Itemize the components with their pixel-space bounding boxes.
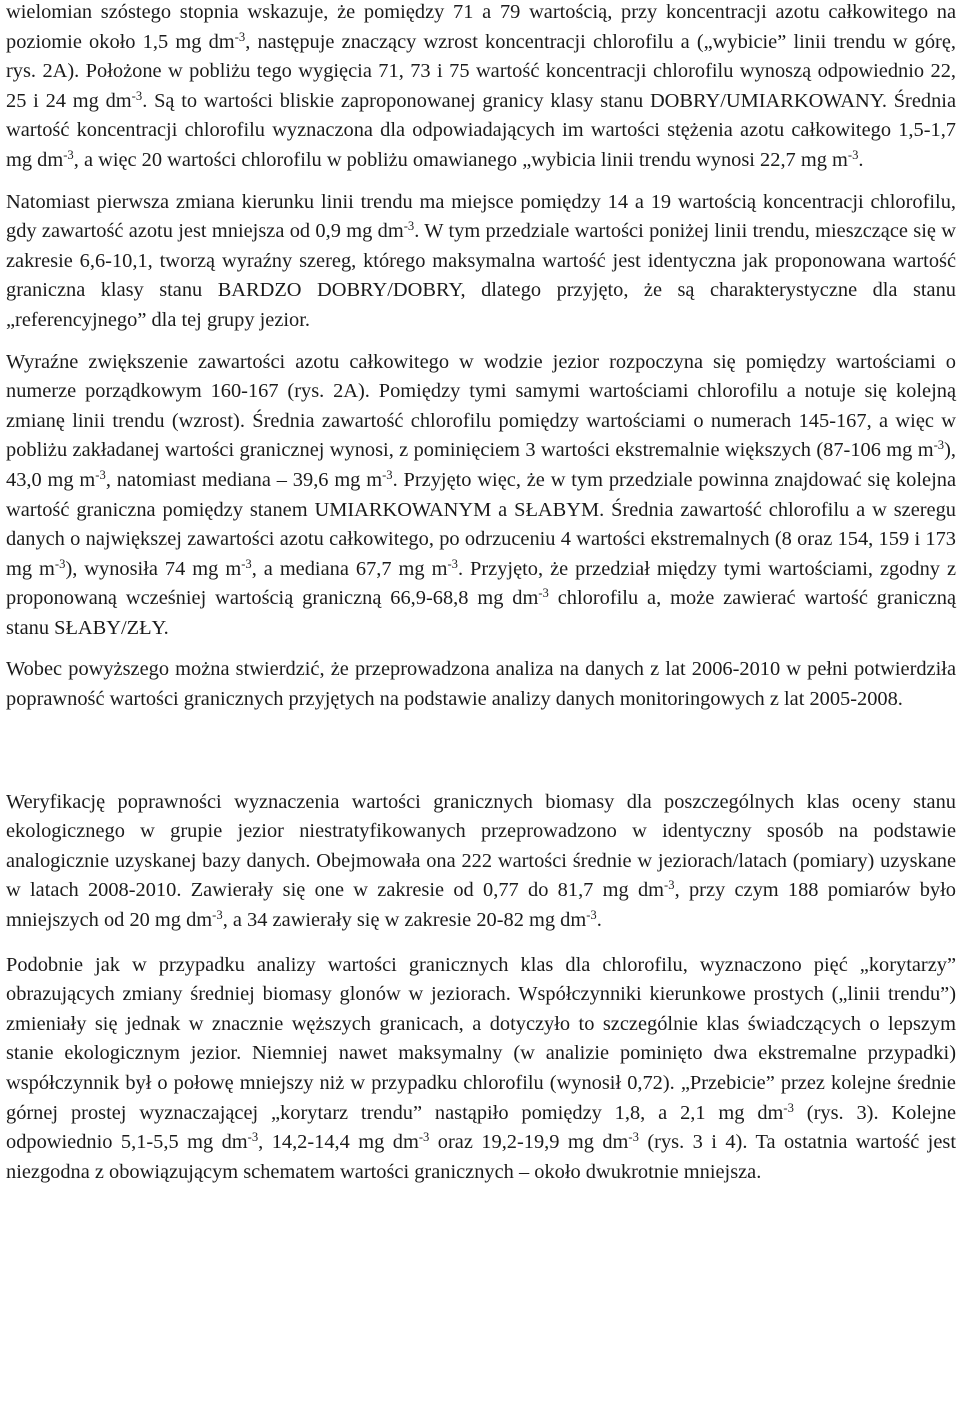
unit-exponent: -3 xyxy=(403,219,415,234)
unit-exponent: -3 xyxy=(63,148,74,163)
text-run: chlorofilu a, może zawierać wartość graniczną stanu SŁABY/ZŁY. xyxy=(6,587,956,639)
paragraph-first-trend-change xyxy=(6,188,956,336)
unit-exponent: -3 xyxy=(447,556,458,571)
unit-exponent: -3 xyxy=(628,1130,639,1145)
text-run: Weryfikację poprawności wyznaczenia wartości granicznych biomasy dla poszczególnych klas oceny stanu ekologicznego w grupie jezior niestratyfikowanych przeprowadzono w identyczny sposób na podstawie analogicznie uzyskanej bazy danych. Obejmowała ona 222 wartości średnie w jeziorach/latach (pomiary) uzyskane w latach 2008-2010. Zawierały się one w zakresie od 0,77 do 81,7 mg dm xyxy=(6,790,956,902)
text-run: Natomiast pierwsza zmiana kierunku linii trendu ma miejsce pomiędzy 14 a 19 wartością koncentracji chlorofilu, gdy zawartość azotu jest mniejsza od 0,9 mg dm xyxy=(6,190,956,243)
text-run: , natomiast mediana – 39,6 mg m xyxy=(105,468,383,491)
unit-exponent: -3 xyxy=(212,908,223,923)
unit-exponent: -3 xyxy=(234,29,246,44)
text-run: , a 34 zawierały się w zakresie 20-82 mg dm xyxy=(222,909,587,932)
paragraph-chlorophyll-nitrogen-inflection xyxy=(6,0,956,176)
document-page xyxy=(6,0,956,1187)
text-run: oraz 19,2-19,9 mg dm xyxy=(429,1131,629,1154)
text-run: ), 43,0 mg m xyxy=(6,439,956,491)
text-run: , następuje znaczący wzrost koncentracji chlorofilu a („wybicie” linii trendu w górę, rys. 2A). Położone w pobliżu tego wygięcia 71, 73 i 75 wartość koncentracji chlorofilu wynoszą odpowiednio 22, 25 i 24 mg dm xyxy=(6,30,956,112)
text-run: . xyxy=(858,148,864,171)
unit-exponent: -3 xyxy=(241,556,252,571)
text-run: . Przyjęto więc, że w tym przedziale powinna znajdować się kolejna wartość graniczna pomiędzy stanem UMIARKOWANYM a SŁABYM. Średnia zawartość chlorofilu a w szeregu danych o największej zawartości azotu całkowitego, po odrzuceniu 4 wartości ekstremalnych (8 oraz 154, 159 i 173 mg m xyxy=(6,468,956,580)
unit-exponent: -3 xyxy=(131,88,143,103)
text-run: Wobec powyższego można stwierdzić, że przeprowadzona analiza na danych z lat 2006-2010 w pełni potwierdziła poprawność wartości granicznych przyjętych na podstawie analizy danych monitoringowych z lat 2005-2008. xyxy=(6,658,956,711)
text-run: ), wynosiła 74 mg m xyxy=(65,557,242,580)
text-run: . Przyjęto, że przedział między tymi wartościami, zgodny z proponowaną wcześniej wartością graniczną 66,9-68,8 mg dm xyxy=(6,557,956,610)
unit-exponent: -3 xyxy=(95,467,106,482)
text-run: (rys. 3 i 4). Ta ostatnia wartość jest niezgodna z obowiązującym schematem wartości granicznych – około dwukrotnie mniejsza. xyxy=(6,1131,956,1183)
text-run: , a więc 20 wartości chlorofilu w pobliżu omawianego „wybicia linii trendu wynosi 22,7 mg m xyxy=(73,148,848,171)
text-run: , przy czym 188 pomiarów było mniejszych od 20 mg dm xyxy=(6,879,956,932)
paragraph-biomass-verification xyxy=(6,788,956,936)
unit-exponent: -3 xyxy=(847,148,859,163)
paragraph-biomass-corridors xyxy=(6,951,956,1188)
text-run: , 14,2-14,4 mg dm xyxy=(258,1131,419,1154)
unit-exponent: -3 xyxy=(783,1100,794,1115)
text-run: Wyraźne zwiększenie zawartości azotu całkowitego w wodzie jezior rozpoczyna się pomiędzy wartościami o numerze porządkowym 160-167 (rys. 2A). Pomiędzy tymi samymi wartościami chlorofilu a notuje się kolejną zmianę linii trendu (wzrost). Średnia zawartość chlorofilu pomiędzy wartościami o numerach 145-167, a więc w pobliżu zakładanej wartości granicznej wynosi, z pominięciem 3 wartości ekstremalnie większych (87-106 mg m xyxy=(6,350,956,462)
text-run: (rys. 3). Kolejne odpowiednio 5,1-5,5 mg dm xyxy=(6,1101,956,1154)
paragraph-conclusion xyxy=(6,655,956,714)
text-run: . xyxy=(596,909,602,932)
text-run: . Są to wartości bliskie zaproponowanej granicy klasy stanu DOBRY/UMIARKOWANY. Średnia wartość koncentracji chlorofilu wyznaczona dla odpowiadających im wartości stężenia azotu całkowitego 1,5-1,7 mg dm xyxy=(6,89,956,171)
text-run: Podobnie jak w przypadku analizy wartości granicznych klas dla chlorofilu, wyznaczono pięć „korytarzy” obrazujących zmiany średniej biomasy glonów w jeziorach. Współczynniki kierunkowe prostych („linii trendu”) zmieniały się jednak w znacznie węższych granicach, a dotyczyło to szczególnie klas świadczących o lepszym stanie ekologicznym jezior. Niemniej nawet maksymalny (w analizie pominięto dwa ekstremalne przypadki) współczynnik był o połowę mniejszy niż w przypadku chlorofilu (wynosił 0,72). „Przebicie” przez kolejne średnie górnej prostej wyznaczającej „korytarz trendu” nastąpiło pomiędzy 1,8, a 2,1 mg dm xyxy=(6,953,956,1124)
unit-exponent: -3 xyxy=(418,1130,430,1145)
unit-exponent: -3 xyxy=(382,467,393,482)
text-run: . W tym przedziale wartości poniżej linii trendu, mieszczące się w zakresie 6,6-10,1, tworzą wyraźny szereg, którego maksymalna wartość jest identyczna jak proponowana wartość graniczna klasy stanu BARDZO DOBRY/DOBRY, dlatego przyjęto, że są charakterystyczne dla stanu „referencyjnego” dla tej grupy jezior. xyxy=(6,220,956,331)
paragraph-nitrogen-increase xyxy=(6,348,956,644)
unit-exponent: -3 xyxy=(247,1130,259,1145)
unit-exponent: -3 xyxy=(586,908,597,923)
unit-exponent: -3 xyxy=(933,438,945,453)
text-run: wielomian szóstego stopnia wskazuje, że pomiędzy 71 a 79 wartością, przy koncentracji azotu całkowitego na poziomie około 1,5 mg dm xyxy=(6,1,956,53)
unit-exponent: -3 xyxy=(538,586,549,601)
text-run: , a mediana 67,7 mg m xyxy=(251,557,448,580)
unit-exponent: -3 xyxy=(54,556,66,571)
unit-exponent: -3 xyxy=(664,878,675,893)
